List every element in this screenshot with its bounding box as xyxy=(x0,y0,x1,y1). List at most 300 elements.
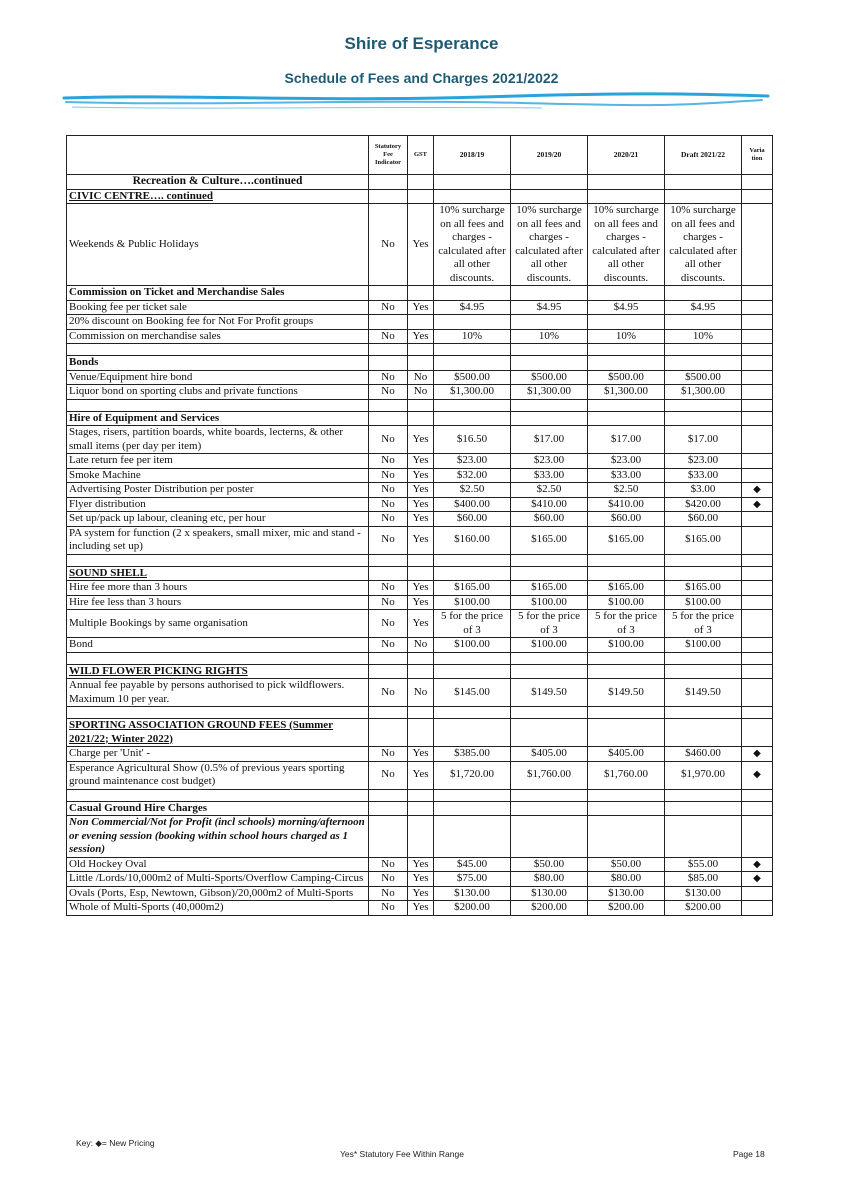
cell-text: 10% xyxy=(461,329,483,342)
variation-cell xyxy=(742,581,773,596)
fee-draft-2021-22 xyxy=(665,761,742,789)
fee-2019-20 xyxy=(511,801,588,816)
fee-draft-2021-22 xyxy=(665,526,742,554)
table-row xyxy=(67,581,773,596)
fee-2020-21 xyxy=(588,385,665,400)
fee-2018-19 xyxy=(434,344,511,356)
fee-draft-2021-22 xyxy=(665,595,742,610)
cell-text: Late return fee per item xyxy=(69,454,173,466)
cell-text: No xyxy=(381,616,395,629)
cell-text: $33.00 xyxy=(687,468,719,481)
fee-2019-20 xyxy=(511,554,588,566)
cell-text: 10% xyxy=(538,329,560,342)
variation-cell xyxy=(742,652,773,664)
cell-text: 10% xyxy=(692,329,714,342)
fee-2019-20 xyxy=(511,901,588,916)
item-description xyxy=(67,610,369,638)
fee-2019-20 xyxy=(511,857,588,872)
fee-2018-19 xyxy=(434,315,511,330)
item-description xyxy=(67,747,369,762)
fee-2019-20 xyxy=(511,789,588,801)
gst-cell xyxy=(408,857,434,872)
table-row xyxy=(67,595,773,610)
fee-2020-21 xyxy=(588,638,665,653)
cell-text: $500.00 xyxy=(454,370,490,383)
cell-text: $33.00 xyxy=(533,468,565,481)
cell-text: No xyxy=(381,872,395,884)
fee-2020-21 xyxy=(588,554,665,566)
gst-cell xyxy=(408,901,434,916)
cell-text: $3.00 xyxy=(690,483,716,495)
gst-cell xyxy=(408,454,434,469)
table-row xyxy=(67,426,773,454)
fee-2019-20 xyxy=(511,356,588,371)
fee-draft-2021-22 xyxy=(665,901,742,916)
gst-cell xyxy=(408,747,434,762)
fee-2020-21 xyxy=(588,370,665,385)
fee-2019-20 xyxy=(511,497,588,512)
cell-text: Venue/Equipment hire bond xyxy=(69,370,193,383)
fee-2018-19 xyxy=(434,426,511,454)
fee-2020-21 xyxy=(588,719,665,747)
fee-2020-21 xyxy=(588,707,665,719)
fee-2019-20 xyxy=(511,526,588,554)
cell-text: $100.00 xyxy=(531,595,567,608)
fee-2019-20 xyxy=(511,581,588,596)
cell-text: Flyer distribution xyxy=(69,497,146,510)
fee-draft-2021-22 xyxy=(665,497,742,512)
cell-text: Little /Lords/10,000m2 of Multi-Sports/Overflow Camping-Circus xyxy=(69,872,364,884)
item-description xyxy=(67,399,369,411)
item-description xyxy=(67,497,369,512)
cell-text: $23.00 xyxy=(610,454,642,466)
fee-2020-21 xyxy=(588,497,665,512)
item-description xyxy=(67,411,369,426)
cell-text: Yes xyxy=(412,468,429,481)
gst-cell xyxy=(408,483,434,498)
cell-text: No xyxy=(381,300,395,313)
cell-text: No xyxy=(381,901,395,913)
fee-2020-21 xyxy=(588,664,665,679)
cell-text: $23.00 xyxy=(687,454,719,466)
column-header: GST xyxy=(408,136,434,175)
cell-text: Liquor bond on sporting clubs and private functions xyxy=(69,385,298,397)
gst-cell xyxy=(408,707,434,719)
fee-2018-19 xyxy=(434,399,511,411)
cell-text: Ovals (Ports, Esp, Newtown, Gibson)/20,000m2 of Multi-Sports xyxy=(69,886,354,899)
statutory-fee-cell xyxy=(369,385,408,400)
fee-2020-21 xyxy=(588,789,665,801)
item-description xyxy=(67,638,369,653)
item-description xyxy=(67,581,369,596)
fee-2019-20 xyxy=(511,385,588,400)
fee-draft-2021-22 xyxy=(665,189,742,204)
statutory-fee-cell xyxy=(369,581,408,596)
cell-text: Yes xyxy=(412,329,429,342)
fee-2020-21 xyxy=(588,652,665,664)
fee-2018-19 xyxy=(434,652,511,664)
item-description xyxy=(67,801,369,816)
cell-text: No xyxy=(381,533,395,546)
statutory-fee-cell xyxy=(369,315,408,330)
item-description xyxy=(67,652,369,664)
cell-text: $33.00 xyxy=(610,468,642,481)
fee-2019-20 xyxy=(511,468,588,483)
variation-cell xyxy=(742,411,773,426)
fee-draft-2021-22 xyxy=(665,454,742,469)
statutory-fee-cell xyxy=(369,679,408,707)
table-row xyxy=(67,554,773,566)
statutory-fee-cell xyxy=(369,344,408,356)
cell-text: $80.00 xyxy=(610,872,642,884)
table-row xyxy=(67,411,773,426)
cell-text: $60.00 xyxy=(533,512,565,524)
cell-text: ◆ xyxy=(753,498,761,510)
cell-text: $4.95 xyxy=(459,300,485,313)
table-row xyxy=(67,816,773,858)
column-header: Draft 2021/22 xyxy=(665,136,742,175)
table-row xyxy=(67,512,773,527)
cell-text: $50.00 xyxy=(610,857,642,870)
fee-2019-20 xyxy=(511,566,588,581)
statutory-fee-cell xyxy=(369,761,408,789)
fee-2020-21 xyxy=(588,468,665,483)
fee-2018-19 xyxy=(434,189,511,204)
fee-2018-19 xyxy=(434,356,511,371)
cell-text: $130.00 xyxy=(685,886,721,899)
cell-text: Yes xyxy=(412,616,429,629)
item-description xyxy=(67,175,369,190)
statutory-fee-cell xyxy=(369,468,408,483)
table-row xyxy=(67,886,773,901)
cell-text: ◆ xyxy=(753,858,761,870)
cell-text: $100.00 xyxy=(685,638,721,650)
statutory-fee-cell xyxy=(369,370,408,385)
cell-text: $145.00 xyxy=(454,685,490,698)
statutory-fee-cell xyxy=(369,872,408,887)
fee-2018-19 xyxy=(434,857,511,872)
table-row xyxy=(67,483,773,498)
gst-cell xyxy=(408,679,434,707)
gst-cell xyxy=(408,356,434,371)
cell-text: $405.00 xyxy=(531,747,567,759)
item-description xyxy=(67,370,369,385)
cell-text: Yes xyxy=(412,432,429,445)
cell-text: Advertising Poster Distribution per poster xyxy=(69,483,254,495)
statutory-fee-cell xyxy=(369,411,408,426)
cell-text: $1,720.00 xyxy=(450,768,494,781)
table-row xyxy=(67,679,773,707)
cell-text: No xyxy=(381,385,395,397)
statutory-fee-cell xyxy=(369,175,408,190)
fee-2019-20 xyxy=(511,399,588,411)
cell-text: Hire fee more than 3 hours xyxy=(69,581,188,593)
table-header-row xyxy=(67,136,773,175)
fee-draft-2021-22 xyxy=(665,638,742,653)
cell-text: $17.00 xyxy=(533,432,565,445)
gst-cell xyxy=(408,329,434,344)
fee-draft-2021-22 xyxy=(665,610,742,638)
cell-text: No xyxy=(381,483,395,495)
item-description xyxy=(67,886,369,901)
item-description xyxy=(67,204,369,286)
column-header: 2020/21 xyxy=(588,136,665,175)
statutory-fee-cell xyxy=(369,454,408,469)
fee-draft-2021-22 xyxy=(665,468,742,483)
item-description xyxy=(67,512,369,527)
fee-draft-2021-22 xyxy=(665,483,742,498)
table-row xyxy=(67,610,773,638)
statutory-fee-cell xyxy=(369,566,408,581)
table-row xyxy=(67,747,773,762)
gst-cell xyxy=(408,610,434,638)
fee-draft-2021-22 xyxy=(665,356,742,371)
cell-text: Esperance Agricultural Show (0.5% of previous years sporting ground maintenance cost budget) xyxy=(69,761,345,787)
cell-text: $1,760.00 xyxy=(527,768,571,781)
fee-2020-21 xyxy=(588,356,665,371)
fee-2018-19 xyxy=(434,175,511,190)
item-description xyxy=(67,901,369,916)
fee-draft-2021-22 xyxy=(665,872,742,887)
item-description xyxy=(67,526,369,554)
fee-2020-21 xyxy=(588,315,665,330)
statutory-fee-cell xyxy=(369,356,408,371)
gst-cell xyxy=(408,411,434,426)
table-row xyxy=(67,300,773,315)
fee-2020-21 xyxy=(588,483,665,498)
gst-cell xyxy=(408,286,434,301)
cell-text: $160.00 xyxy=(454,533,490,546)
gst-cell xyxy=(408,638,434,653)
table-row xyxy=(67,872,773,887)
table-row xyxy=(67,344,773,356)
statutory-fee-cell xyxy=(369,789,408,801)
gst-cell xyxy=(408,526,434,554)
cell-text: $1,760.00 xyxy=(604,768,648,781)
cell-text: Yes xyxy=(412,533,429,546)
fee-2019-20 xyxy=(511,411,588,426)
statutory-fee-cell xyxy=(369,189,408,204)
fee-2018-19 xyxy=(434,901,511,916)
statutory-fee-cell xyxy=(369,664,408,679)
table-row xyxy=(67,497,773,512)
variation-cell xyxy=(742,329,773,344)
fee-2018-19 xyxy=(434,411,511,426)
item-description xyxy=(67,595,369,610)
statutory-note: Yes* Statutory Fee Within Range xyxy=(340,1149,464,1159)
cell-text: Whole of Multi-Sports (40,000m2) xyxy=(69,901,224,913)
fee-draft-2021-22 xyxy=(665,566,742,581)
fee-2018-19 xyxy=(434,554,511,566)
fee-draft-2021-22 xyxy=(665,300,742,315)
variation-cell xyxy=(742,719,773,747)
gst-cell xyxy=(408,497,434,512)
cell-text: $32.00 xyxy=(456,468,488,481)
cell-text: Yes xyxy=(412,595,429,608)
cell-text: $23.00 xyxy=(456,454,488,466)
fee-2019-20 xyxy=(511,872,588,887)
item-description xyxy=(67,719,369,747)
cell-text: $1,300.00 xyxy=(450,385,494,397)
cell-text: $149.50 xyxy=(685,685,721,698)
fee-2020-21 xyxy=(588,761,665,789)
fee-2019-20 xyxy=(511,300,588,315)
column-header xyxy=(67,136,369,175)
table-row xyxy=(67,638,773,653)
fee-draft-2021-22 xyxy=(665,857,742,872)
gst-cell xyxy=(408,344,434,356)
fee-2019-20 xyxy=(511,816,588,858)
cell-text: 5 for the price of 3 xyxy=(595,610,657,636)
cell-text: Casual Ground Hire Charges xyxy=(69,801,208,814)
cell-text: $1,970.00 xyxy=(681,768,725,781)
cell-text: 10% surcharge on all fees and charges - calculated after all other discounts. xyxy=(592,204,660,284)
cell-text: $23.00 xyxy=(533,454,565,466)
fee-draft-2021-22 xyxy=(665,554,742,566)
table-row xyxy=(67,652,773,664)
cell-text: 5 for the price of 3 xyxy=(441,610,503,636)
fee-2020-21 xyxy=(588,512,665,527)
cell-text: $165.00 xyxy=(608,581,644,593)
cell-text: ◆ xyxy=(753,748,761,759)
cell-text: Multiple Bookings by same organisation xyxy=(69,616,248,629)
statutory-fee-cell xyxy=(369,497,408,512)
cell-text: $1,300.00 xyxy=(527,385,571,397)
item-description xyxy=(67,300,369,315)
statutory-fee-cell xyxy=(369,483,408,498)
gst-cell xyxy=(408,719,434,747)
cell-text: 10% surcharge on all fees and charges - calculated after all other discounts. xyxy=(438,204,506,284)
fee-draft-2021-22 xyxy=(665,411,742,426)
item-description xyxy=(67,872,369,887)
gst-cell xyxy=(408,385,434,400)
cell-text: No xyxy=(381,886,395,899)
variation-cell xyxy=(742,707,773,719)
statutory-fee-cell xyxy=(369,610,408,638)
fee-draft-2021-22 xyxy=(665,286,742,301)
cell-text: $100.00 xyxy=(454,638,490,650)
item-description xyxy=(67,857,369,872)
fee-2020-21 xyxy=(588,204,665,286)
cell-text: 5 for the price of 3 xyxy=(672,610,734,636)
table-row xyxy=(67,468,773,483)
cell-text: No xyxy=(381,685,395,698)
fee-draft-2021-22 xyxy=(665,719,742,747)
cell-text: No xyxy=(413,638,428,650)
cell-text: No xyxy=(381,432,395,445)
cell-text: $2.50 xyxy=(536,483,562,495)
cell-text: $1,300.00 xyxy=(681,385,725,397)
fee-2018-19 xyxy=(434,872,511,887)
cell-text: $200.00 xyxy=(454,901,490,913)
fee-2019-20 xyxy=(511,286,588,301)
variation-cell xyxy=(742,901,773,916)
item-description xyxy=(67,664,369,679)
statutory-fee-cell xyxy=(369,595,408,610)
cell-text: 10% surcharge on all fees and charges - calculated after all other discounts. xyxy=(669,204,737,284)
variation-cell xyxy=(742,886,773,901)
cell-text: $85.00 xyxy=(687,872,719,884)
fee-2018-19 xyxy=(434,816,511,858)
fee-2018-19 xyxy=(434,286,511,301)
fee-2018-19 xyxy=(434,566,511,581)
cell-text: Stages, risers, partition boards, white boards, lecterns, & other small items (per day per item) xyxy=(69,426,344,452)
fee-2020-21 xyxy=(588,610,665,638)
cell-text: 5 for the price of 3 xyxy=(518,610,580,636)
cell-text: $55.00 xyxy=(687,857,719,870)
fee-2018-19 xyxy=(434,526,511,554)
table-row xyxy=(67,901,773,916)
cell-text: $100.00 xyxy=(685,595,721,608)
cell-text: Yes xyxy=(412,872,429,884)
fee-2019-20 xyxy=(511,664,588,679)
cell-text: $2.50 xyxy=(459,483,485,495)
cell-text: $80.00 xyxy=(533,872,565,884)
table-row xyxy=(67,315,773,330)
statutory-fee-cell xyxy=(369,707,408,719)
cell-text: $130.00 xyxy=(454,886,490,899)
item-description xyxy=(67,761,369,789)
cell-text: $165.00 xyxy=(608,533,644,546)
cell-text: No xyxy=(413,370,428,383)
table-row xyxy=(67,789,773,801)
table-row xyxy=(67,399,773,411)
variation-cell xyxy=(742,789,773,801)
document-title: Shire of Esperance xyxy=(344,34,499,53)
table-row xyxy=(67,761,773,789)
variation-cell xyxy=(742,816,773,858)
cell-text: $410.00 xyxy=(531,497,567,510)
cell-text: $149.50 xyxy=(531,685,567,698)
cell-text: Set up/pack up labour, cleaning etc, per hour xyxy=(69,512,266,524)
variation-cell xyxy=(742,426,773,454)
variation-cell xyxy=(742,286,773,301)
statutory-fee-cell xyxy=(369,512,408,527)
fee-2020-21 xyxy=(588,189,665,204)
fee-draft-2021-22 xyxy=(665,344,742,356)
fee-draft-2021-22 xyxy=(665,315,742,330)
fee-draft-2021-22 xyxy=(665,581,742,596)
cell-text: $2.50 xyxy=(613,483,639,495)
cell-text: $200.00 xyxy=(531,901,567,913)
table-row xyxy=(67,857,773,872)
cell-text: Old Hockey Oval xyxy=(69,857,147,870)
fee-2018-19 xyxy=(434,581,511,596)
table-row xyxy=(67,189,773,204)
cell-text: $500.00 xyxy=(685,370,721,383)
fee-2020-21 xyxy=(588,399,665,411)
cell-text: $1,300.00 xyxy=(604,385,648,397)
fee-draft-2021-22 xyxy=(665,679,742,707)
item-description xyxy=(67,426,369,454)
fee-2018-19 xyxy=(434,204,511,286)
cell-text: Commission on Ticket and Merchandise Sales xyxy=(69,286,285,298)
statutory-fee-cell xyxy=(369,857,408,872)
cell-text: $17.00 xyxy=(687,432,719,445)
cell-text: Yes xyxy=(412,497,429,510)
statutory-fee-cell xyxy=(369,426,408,454)
cell-text: Weekends & Public Holidays xyxy=(69,237,199,250)
fee-2019-20 xyxy=(511,344,588,356)
cell-text: Yes xyxy=(412,747,429,759)
variation-cell xyxy=(742,595,773,610)
cell-text: Non Commercial/Not for Profit (incl schools) morning/afternoon or evening session (booking within school hours charged as 1 session) xyxy=(69,816,365,855)
statutory-fee-cell xyxy=(369,901,408,916)
fee-draft-2021-22 xyxy=(665,426,742,454)
variation-cell xyxy=(742,872,773,887)
cell-text: $100.00 xyxy=(608,638,644,650)
cell-text: WILD FLOWER PICKING RIGHTS xyxy=(69,664,248,677)
